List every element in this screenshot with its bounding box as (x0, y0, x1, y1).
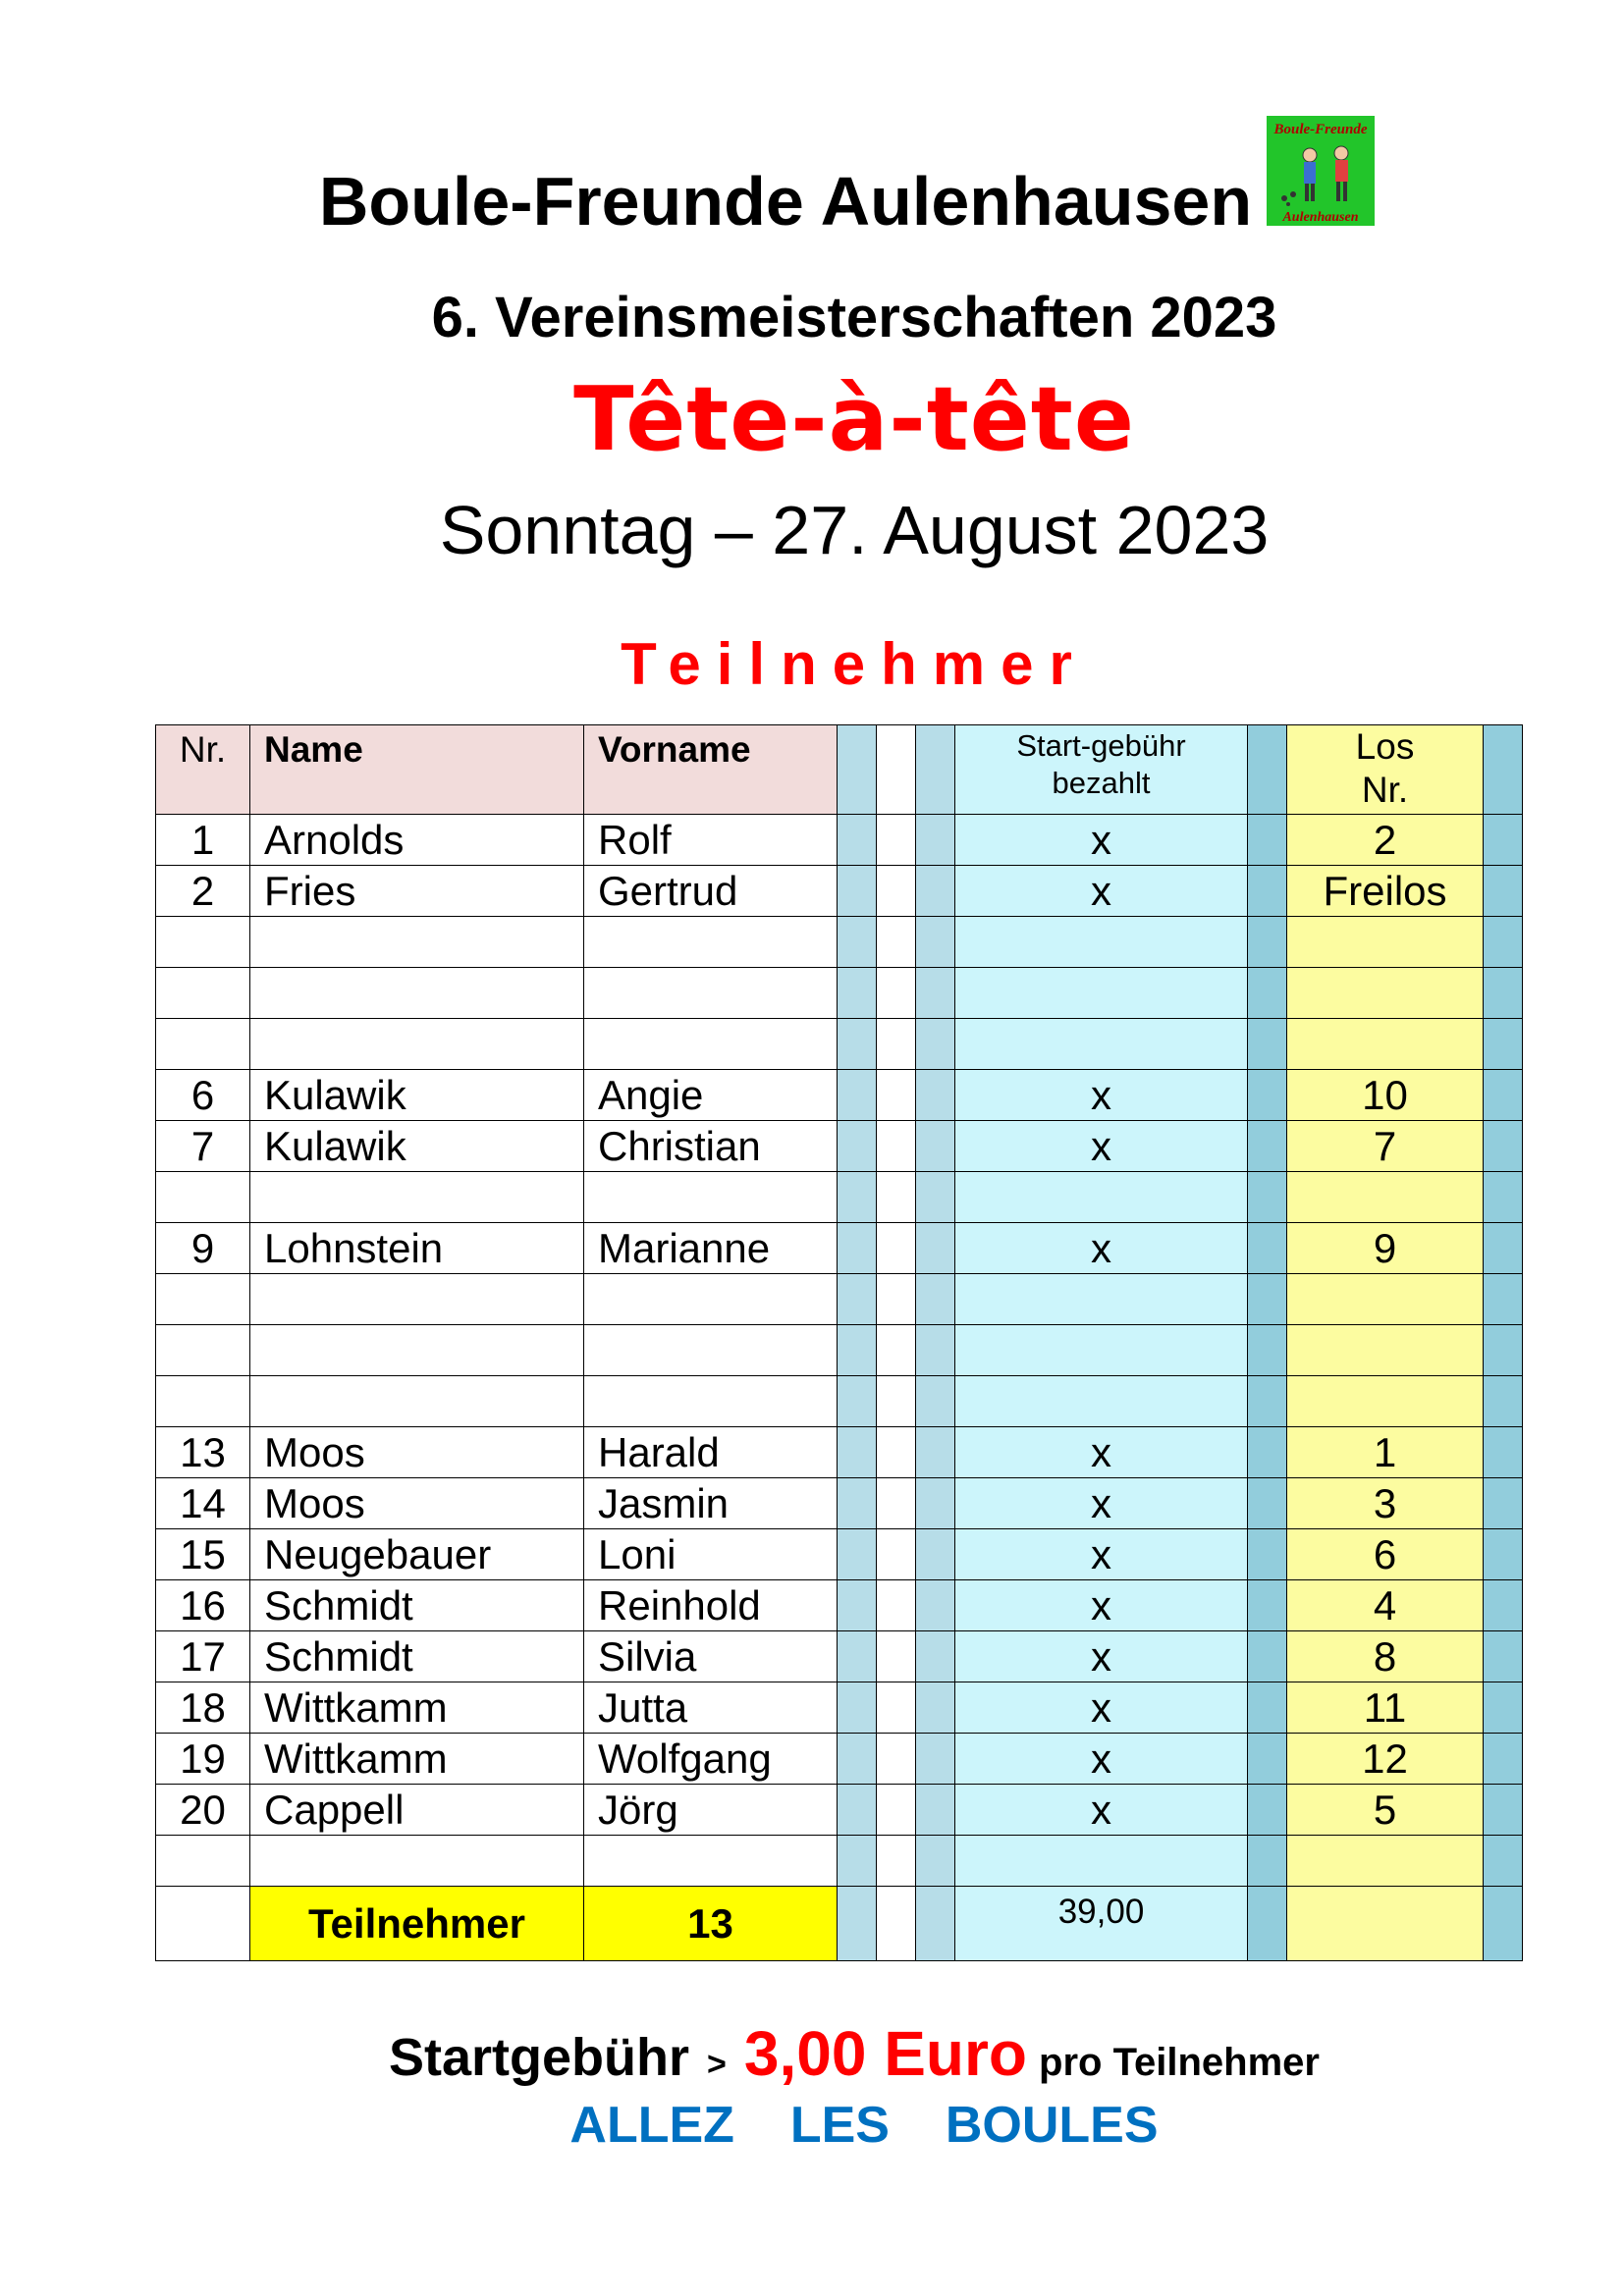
cell-spacer (877, 1070, 916, 1121)
cell-nr: 7 (156, 1121, 250, 1172)
cell-spacer (838, 1478, 877, 1529)
cell-spacer (838, 1682, 877, 1734)
cell-spacer (916, 1682, 955, 1734)
cell-name (250, 1836, 584, 1887)
cell-nr: 20 (156, 1785, 250, 1836)
cell-spacer (838, 1121, 877, 1172)
table-row (156, 1427, 1523, 1478)
cell-fee-paid: x (955, 866, 1248, 917)
cell-spacer (1484, 1019, 1523, 1070)
cell-spacer (916, 1478, 955, 1529)
cell-name: Lohnstein (250, 1223, 584, 1274)
cell-nr (156, 1376, 250, 1427)
cell-spacer (1248, 1274, 1287, 1325)
header-los-nr (1287, 725, 1484, 815)
cell-los-nr (1287, 968, 1484, 1019)
cell-nr (156, 1274, 250, 1325)
cell-vorname: Rolf (584, 815, 838, 866)
cell-name (250, 1172, 584, 1223)
cell-spacer (1484, 1529, 1523, 1580)
cell-name: Schmidt (250, 1631, 584, 1682)
cell-spacer (1484, 917, 1523, 968)
cell-name: Moos (250, 1478, 584, 1529)
cell-vorname: Marianne (584, 1223, 838, 1274)
cell-fee-paid: x (955, 1070, 1248, 1121)
cell-name: Cappell (250, 1785, 584, 1836)
cell-spacer (1248, 1836, 1287, 1887)
cell-vorname: Jutta (584, 1682, 838, 1734)
cell-fee-paid: x (955, 1580, 1248, 1631)
cell-spacer (916, 866, 955, 917)
cell-spacer (1248, 1734, 1287, 1785)
cell-fee-paid: x (955, 1631, 1248, 1682)
cell-spacer (838, 1274, 877, 1325)
cell-spacer (1248, 1325, 1287, 1376)
cell-spacer (877, 1734, 916, 1785)
table-row (156, 1121, 1523, 1172)
table-row (156, 815, 1523, 866)
cell-spacer (838, 1325, 877, 1376)
cell-name (250, 1274, 584, 1325)
cell-nr (156, 1836, 250, 1887)
cell-spacer (1248, 1019, 1287, 1070)
cell-los-nr (1287, 1172, 1484, 1223)
cell-nr: 18 (156, 1682, 250, 1734)
cell-vorname: Jörg (584, 1785, 838, 1836)
cell-spacer (1248, 1121, 1287, 1172)
cell-los-nr: 1 (1287, 1427, 1484, 1478)
cell-spacer (1248, 1478, 1287, 1529)
cell-nr: 16 (156, 1580, 250, 1631)
cell-spacer (1248, 1887, 1287, 1961)
cell-spacer (838, 1172, 877, 1223)
table-row (156, 1785, 1523, 1836)
cell-fee-paid: x (955, 1121, 1248, 1172)
cell-fee-paid (955, 1274, 1248, 1325)
table-row (156, 917, 1523, 968)
cell-spacer (877, 1427, 916, 1478)
cell-spacer (1484, 1734, 1523, 1785)
cell-spacer (916, 1887, 955, 1961)
cell-vorname: Reinhold (584, 1580, 838, 1631)
cell-los-nr: 3 (1287, 1478, 1484, 1529)
cell-spacer (916, 1631, 955, 1682)
cell-name: Arnolds (250, 815, 584, 866)
header-los-line1: Los (1355, 726, 1415, 767)
cell-spacer (877, 1529, 916, 1580)
cell-spacer (1248, 866, 1287, 917)
cell-fee-paid: x (955, 1478, 1248, 1529)
cell-spacer (877, 1376, 916, 1427)
cell-nr: 1 (156, 815, 250, 866)
cell-spacer (916, 1529, 955, 1580)
header-los-line2: Nr. (1361, 770, 1409, 810)
event-title: 6. Vereinsmeisterschaften 2023 (431, 286, 1277, 349)
cell-vorname: Christian (584, 1121, 838, 1172)
cell-fee-paid: x (955, 1785, 1248, 1836)
cell-los-nr: Freilos (1287, 866, 1484, 917)
cell-spacer (838, 1529, 877, 1580)
cell-spacer (877, 1682, 916, 1734)
cell-name: Wittkamm (250, 1734, 584, 1785)
cell-nr: 6 (156, 1070, 250, 1121)
table-row (156, 1836, 1523, 1887)
cell-name (250, 1376, 584, 1427)
fee-arrow: > (707, 2046, 727, 2083)
header-nr: Nr. (156, 725, 250, 815)
cell-spacer (838, 1836, 877, 1887)
cell-vorname: Gertrud (584, 866, 838, 917)
cell-spacer (877, 1836, 916, 1887)
cell-spacer (877, 866, 916, 917)
cell-spacer (1484, 1274, 1523, 1325)
header-spacer (877, 725, 916, 815)
cell-spacer (1248, 1529, 1287, 1580)
section-heading: Teilnehmer (621, 631, 1088, 697)
cell-los-nr: 5 (1287, 1785, 1484, 1836)
cell-spacer (1484, 1325, 1523, 1376)
cell-spacer (1248, 1223, 1287, 1274)
slogan: ALLEZ LES BOULES (569, 2097, 1159, 2154)
cell-nr: 9 (156, 1223, 250, 1274)
cell-spacer (916, 815, 955, 866)
cell-vorname (584, 1019, 838, 1070)
cell-spacer (1248, 1580, 1287, 1631)
header-fee-paid (955, 725, 1248, 815)
cell-spacer (877, 1172, 916, 1223)
header-spacer (1484, 725, 1523, 815)
cell-spacer (1248, 1631, 1287, 1682)
header-vorname: Vorname (584, 725, 838, 815)
cell-vorname (584, 968, 838, 1019)
cell-spacer (877, 1274, 916, 1325)
cell-name: Schmidt (250, 1580, 584, 1631)
cell-nr (156, 968, 250, 1019)
fee-line (0, 2017, 1624, 2090)
cell-vorname (584, 1836, 838, 1887)
table-row (156, 1631, 1523, 1682)
header-spacer (1248, 725, 1287, 815)
cell-fee-paid (955, 1325, 1248, 1376)
cell-spacer (1484, 1070, 1523, 1121)
cell-name: Kulawik (250, 1070, 584, 1121)
table-row (156, 1734, 1523, 1785)
footer-empty (156, 1887, 250, 1961)
cell-los-nr: 7 (1287, 1121, 1484, 1172)
cell-spacer (916, 1223, 955, 1274)
cell-fee-paid: x (955, 1682, 1248, 1734)
table-row (156, 1478, 1523, 1529)
cell-nr: 13 (156, 1427, 250, 1478)
cell-spacer (916, 917, 955, 968)
cell-spacer (877, 1631, 916, 1682)
table-row (156, 1274, 1523, 1325)
cell-spacer (838, 1887, 877, 1961)
cell-los-nr: 12 (1287, 1734, 1484, 1785)
cell-fee-paid (955, 968, 1248, 1019)
cell-spacer (1248, 1376, 1287, 1427)
cell-spacer (916, 1580, 955, 1631)
table-row (156, 1019, 1523, 1070)
cell-nr (156, 1172, 250, 1223)
cell-spacer (916, 1734, 955, 1785)
cell-name (250, 968, 584, 1019)
cell-spacer (1248, 1785, 1287, 1836)
cell-spacer (1484, 1376, 1523, 1427)
cell-spacer (1248, 1172, 1287, 1223)
cell-los-nr: 4 (1287, 1580, 1484, 1631)
cell-spacer (916, 1274, 955, 1325)
cell-fee-paid: x (955, 1223, 1248, 1274)
cell-spacer (1484, 1682, 1523, 1734)
footer-fee-sum: 39,00 (955, 1887, 1248, 1961)
header-spacer (916, 725, 955, 815)
cell-spacer (1248, 968, 1287, 1019)
cell-spacer (916, 1427, 955, 1478)
cell-spacer (877, 917, 916, 968)
cell-los-nr (1287, 1325, 1484, 1376)
fee-label: Startgebühr (389, 2028, 690, 2087)
cell-spacer (877, 1785, 916, 1836)
cell-fee-paid: x (955, 1427, 1248, 1478)
footer-count: 13 (584, 1887, 838, 1961)
cell-name (250, 1325, 584, 1376)
cell-spacer (916, 1325, 955, 1376)
table-row (156, 1070, 1523, 1121)
cell-vorname: Angie (584, 1070, 838, 1121)
cell-nr: 2 (156, 866, 250, 917)
participants-table (155, 724, 1523, 1961)
cell-spacer (1484, 1172, 1523, 1223)
cell-nr: 14 (156, 1478, 250, 1529)
cell-spacer (838, 1580, 877, 1631)
cell-name (250, 1019, 584, 1070)
discipline-title: Tête-à-tête (573, 368, 1135, 471)
cell-vorname: Harald (584, 1427, 838, 1478)
cell-vorname (584, 1172, 838, 1223)
cell-fee-paid: x (955, 1734, 1248, 1785)
cell-spacer (1484, 1121, 1523, 1172)
cell-spacer (877, 968, 916, 1019)
cell-spacer (838, 1019, 877, 1070)
cell-spacer (1248, 917, 1287, 968)
cell-fee-paid: x (955, 1529, 1248, 1580)
table-row (156, 1376, 1523, 1427)
cell-fee-paid: x (955, 815, 1248, 866)
cell-los-nr: 11 (1287, 1682, 1484, 1734)
cell-spacer (1484, 1887, 1523, 1961)
cell-spacer (877, 1325, 916, 1376)
cell-vorname (584, 1274, 838, 1325)
cell-fee-paid (955, 1019, 1248, 1070)
table-row (156, 1529, 1523, 1580)
cell-vorname: Silvia (584, 1631, 838, 1682)
cell-spacer (838, 1070, 877, 1121)
cell-spacer (916, 1376, 955, 1427)
cell-spacer (877, 1580, 916, 1631)
cell-spacer (1484, 1631, 1523, 1682)
header-spacer (838, 725, 877, 815)
cell-name (250, 917, 584, 968)
cell-fee-paid (955, 1376, 1248, 1427)
cell-fee-paid (955, 1172, 1248, 1223)
cell-spacer (1484, 1785, 1523, 1836)
cell-spacer (838, 1631, 877, 1682)
cell-nr (156, 917, 250, 968)
table-row (156, 1172, 1523, 1223)
cell-los-nr: 9 (1287, 1223, 1484, 1274)
cell-spacer (1484, 1836, 1523, 1887)
fee-unit: pro Teilnehmer (1039, 2041, 1320, 2084)
cell-vorname: Loni (584, 1529, 838, 1580)
cell-spacer (838, 1734, 877, 1785)
cell-spacer (877, 815, 916, 866)
cell-spacer (838, 917, 877, 968)
cell-spacer (877, 1887, 916, 1961)
cell-name: Kulawik (250, 1121, 584, 1172)
table-header-row (156, 725, 1523, 815)
cell-spacer (1484, 1223, 1523, 1274)
svg-text:Boule-Freunde: Boule-Freunde (1273, 122, 1368, 137)
cell-los-nr (1287, 917, 1484, 968)
cell-name: Fries (250, 866, 584, 917)
table-row (156, 1682, 1523, 1734)
cell-spacer (1484, 866, 1523, 917)
cell-spacer (838, 1427, 877, 1478)
cell-spacer (877, 1478, 916, 1529)
cell-spacer (838, 1785, 877, 1836)
cell-nr: 17 (156, 1631, 250, 1682)
cell-spacer (838, 968, 877, 1019)
cell-name: Wittkamm (250, 1682, 584, 1734)
cell-spacer (877, 1019, 916, 1070)
table-row (156, 968, 1523, 1019)
cell-spacer (877, 1223, 916, 1274)
cell-nr: 19 (156, 1734, 250, 1785)
header-name: Name (250, 725, 584, 815)
cell-name: Neugebauer (250, 1529, 584, 1580)
cell-nr (156, 1325, 250, 1376)
cell-spacer (1484, 1580, 1523, 1631)
fee-amount: 3,00 Euro (743, 2018, 1028, 2089)
cell-spacer (838, 815, 877, 866)
table-row (156, 1223, 1523, 1274)
cell-spacer (916, 1019, 955, 1070)
cell-spacer (1248, 815, 1287, 866)
cell-los-nr (1287, 1274, 1484, 1325)
cell-spacer (916, 1785, 955, 1836)
cell-los-nr (1287, 1376, 1484, 1427)
cell-spacer (1248, 1427, 1287, 1478)
cell-los-nr (1287, 1836, 1484, 1887)
cell-spacer (916, 968, 955, 1019)
table-row (156, 1580, 1523, 1631)
cell-vorname (584, 1376, 838, 1427)
cell-vorname (584, 917, 838, 968)
cell-spacer (916, 1121, 955, 1172)
cell-los-nr (1287, 1019, 1484, 1070)
cell-los-nr: 8 (1287, 1631, 1484, 1682)
cell-vorname: Wolfgang (584, 1734, 838, 1785)
cell-spacer (1484, 1427, 1523, 1478)
cell-fee-paid (955, 1836, 1248, 1887)
cell-nr: 15 (156, 1529, 250, 1580)
svg-text:Aulenhausen: Aulenhausen (1282, 210, 1359, 225)
footer-label: Teilnehmer (250, 1887, 584, 1961)
cell-spacer (838, 1223, 877, 1274)
cell-spacer (916, 1172, 955, 1223)
cell-spacer (1484, 1478, 1523, 1529)
cell-spacer (916, 1070, 955, 1121)
cell-vorname: Jasmin (584, 1478, 838, 1529)
table-row (156, 1325, 1523, 1376)
club-title: Boule-Freunde Aulenhausen (318, 163, 1253, 240)
table-row (156, 866, 1523, 917)
cell-name: Moos (250, 1427, 584, 1478)
cell-spacer (1248, 1070, 1287, 1121)
cell-spacer (1484, 968, 1523, 1019)
footer-los-empty (1287, 1887, 1484, 1961)
cell-spacer (877, 1121, 916, 1172)
cell-spacer (838, 1376, 877, 1427)
cell-vorname (584, 1325, 838, 1376)
cell-spacer (838, 866, 877, 917)
cell-spacer (1484, 815, 1523, 866)
cell-spacer (916, 1836, 955, 1887)
header-fee-line2: bezahlt (1052, 766, 1151, 800)
cell-spacer (1248, 1682, 1287, 1734)
cell-los-nr: 2 (1287, 815, 1484, 866)
table-footer-row (156, 1887, 1523, 1961)
cell-los-nr: 6 (1287, 1529, 1484, 1580)
cell-fee-paid (955, 917, 1248, 968)
club-logo (1267, 116, 1375, 226)
header-fee-line1: Start-gebühr (1016, 728, 1186, 763)
event-date: Sonntag – 27. August 2023 (439, 492, 1270, 568)
cell-nr (156, 1019, 250, 1070)
cell-los-nr: 10 (1287, 1070, 1484, 1121)
